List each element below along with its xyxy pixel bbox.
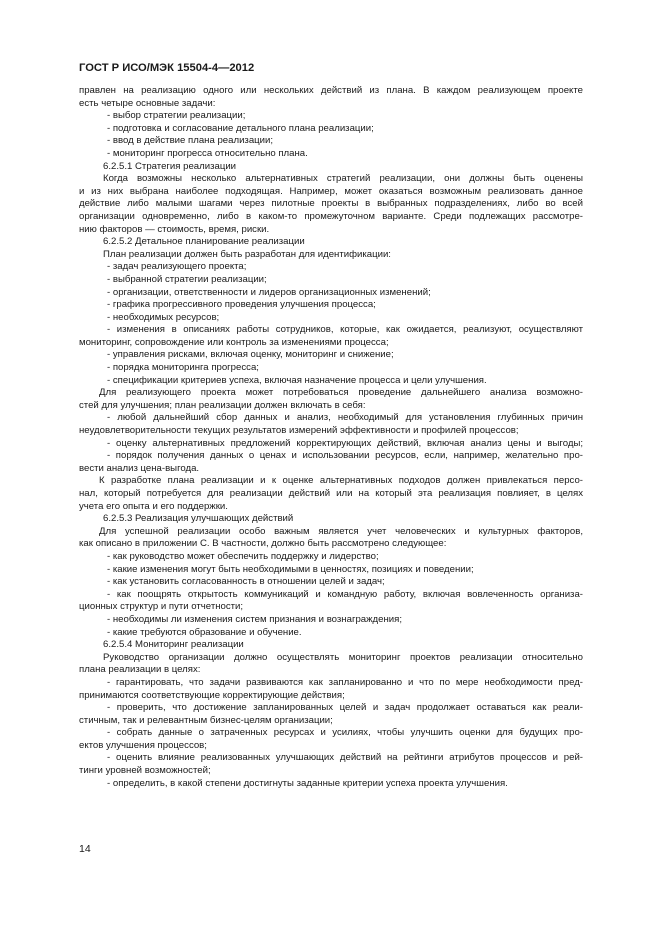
list-item: - собрать данные о затраченных ресурсах и усилиях, чтобы улучшить оценки для будущих про-	[107, 727, 583, 739]
list-item: - порядок получения данных о ценах и использовании ресурсов, если, например, желательно про-	[107, 450, 583, 462]
list-item: - проверить, что достижение запланированных целей и задач продолжает оставаться как реали-	[107, 702, 583, 714]
list-item: - определить, в какой степени достигнуты заданные критерии успеха проекта улучшения.	[107, 777, 508, 789]
text-line: Когда возможны несколько альтернативных стратегий реализации, они должны быть оценены	[103, 173, 583, 185]
text-line: правлен на реализацию одного или нескольких действий из плана. В каждом реализующем проекте	[79, 85, 583, 96]
text-line: есть четыре основные задачи:	[79, 97, 216, 109]
text-line: неудовлетворительности текущих результатов измерений эффективности и профилей процессов;	[79, 425, 519, 437]
list-item: - как руководство может обеспечить поддержку и лидерство;	[107, 550, 379, 562]
list-item: - как установить согласованность в отношении целей и задач;	[107, 576, 385, 588]
list-item: - необходимы ли изменения систем признания и вознаграждения;	[107, 613, 402, 625]
text-line: и из них выбрана наиболее подходящая. Например, может оказаться возможным реализовать данное	[79, 185, 583, 197]
text-line: плана реализации в целях:	[79, 664, 201, 676]
list-item: - задач реализующего проекта;	[107, 261, 247, 273]
list-item: - выбор стратегии реализации;	[107, 110, 246, 122]
text-line: Руководство организации должно осуществлять мониторинг проектов реализации относительно	[103, 651, 583, 663]
text-line: вести анализ цена-выгода.	[79, 462, 200, 474]
list-item: - порядка мониторинга прогресса;	[107, 362, 259, 374]
list-item: - организации, ответственности и лидеров организационных изменений;	[107, 286, 431, 298]
list-item: - графика прогрессивного проведения улучшения процесса;	[107, 299, 376, 311]
list-item: - подготовка и согласование детального плана реализации;	[107, 122, 374, 134]
body-text	[79, 85, 583, 790]
section-heading: 6.2.5.2 Детальное планирование реализации	[103, 236, 305, 248]
page-number: 14	[79, 843, 91, 855]
text-line: мониторинг, сопровождение или контроль за изменениями процесса;	[79, 336, 389, 348]
text-line: тинги уровней возможностей;	[79, 765, 211, 777]
text-line: действие либо малыми шагами через пилотные проекты в выбранных подразделениях, либо во всей	[79, 198, 583, 210]
list-item: - мониторинг прогресса относительно плана.	[107, 147, 308, 159]
section-heading: 6.2.5.3 Реализация улучшающих действий	[103, 513, 294, 525]
list-item: - управления рисками, включая оценку, мониторинг и снижение;	[107, 349, 394, 361]
standard-header: ГОСТ Р ИСО/МЭК 15504-4—2012	[79, 62, 255, 74]
list-item: - необходимых ресурсов;	[107, 311, 220, 323]
text-line: нию факторов — стоимость, время, риски.	[79, 223, 270, 235]
list-item: - оценку альтернативных предложений корректирующих действий, включая анализ цены и выгоды;	[107, 437, 583, 449]
list-item: - изменения в описаниях работы сотрудников, которые, как ожидается, реализуют, осуществляют	[107, 324, 583, 336]
text-line: принимаются соответствующие корректирующие действия;	[79, 689, 345, 701]
list-item: - как поощрять открытость коммуникаций и командную работу, включая вовлеченность организа-	[107, 588, 583, 600]
text-line: организации одновременно, либо в каком-то промежуточном варианте. Среди подлежащих рассмотре-	[79, 210, 583, 222]
text-line: как описано в приложении С. В частности, должно быть рассмотрено следующее:	[79, 538, 447, 550]
section-heading: 6.2.5.4 Мониторинг реализации	[103, 639, 244, 651]
section-heading: 6.2.5.1 Стратегия реализации	[103, 160, 237, 172]
text-line: К разработке плана реализации и к оценке альтернативных подходов должен привлекаться персо-	[99, 475, 583, 487]
list-item: - спецификации критериев успеха, включая назначение процесса и цели улучшения.	[107, 374, 487, 386]
list-item: - какие требуются образование и обучение.	[107, 626, 302, 638]
list-item: - какие изменения могут быть необходимыми в ценностях, позициях и поведении;	[107, 563, 474, 575]
text-line: нал, который потребуется для реализации действий или на который эта реализация повлияет, в целях	[79, 488, 583, 499]
text-line: стей для улучшения; план реализации должен включать в себя:	[79, 399, 366, 411]
list-item: - выбранной стратегии реализации;	[107, 273, 267, 285]
list-item: - ввод в действие плана реализации;	[107, 135, 274, 147]
text-line: учета его опыта и его поддержки.	[79, 500, 228, 512]
list-item: - гарантировать, что задачи развиваются как запланированно и что по мере необходимости пред-	[107, 676, 583, 688]
list-item: - любой дальнейший сбор данных и анализ, необходимый для установления глубинных причин	[107, 412, 583, 424]
text-line: стичным, так и релевантным бизнес-целям организации;	[79, 714, 333, 726]
text-line: ектов улучшения процессов;	[79, 739, 207, 751]
text-line: Для реализующего проекта может потребоваться проведение дальнейшего анализа возможно-	[99, 387, 583, 399]
list-item: - оценить влияние реализованных улучшающих действий на рейтинги атрибутов процессов и рей-	[107, 752, 583, 764]
text-line: Для успешной реализации особо важным является учет человеческих и культурных факторов,	[99, 525, 583, 537]
text-line: План реализации должен быть разработан для идентификации:	[103, 248, 391, 260]
text-line: ционных структур и пути отчетности;	[79, 601, 244, 613]
